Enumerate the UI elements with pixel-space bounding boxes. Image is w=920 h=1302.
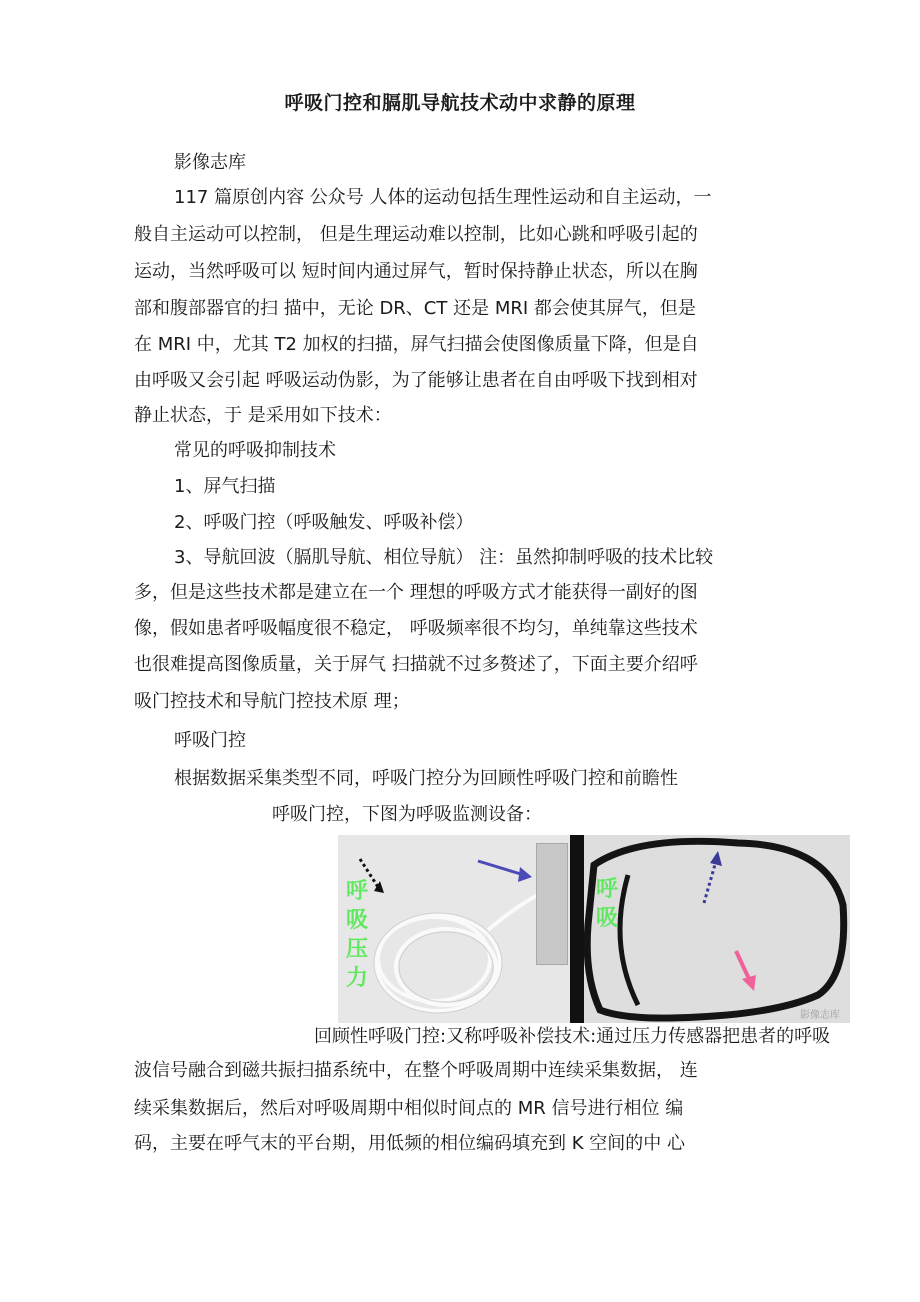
section-heading: 呼吸门控 bbox=[174, 730, 246, 751]
breath-label: 呼吸 bbox=[596, 877, 619, 931]
paragraph-line: 续采集数据后，然后对呼吸周期中相似时间点的 MR 信号进行相位 编 bbox=[134, 1098, 684, 1119]
document-title: 呼吸门控和膈肌导航技术动中求静的原理 bbox=[284, 92, 636, 114]
photo-divider bbox=[570, 835, 584, 1023]
paragraph-line: 像，假如患者呼吸幅度很不稳定， 呼吸频率很不均匀，单纯靠这些技术 bbox=[134, 618, 698, 639]
list-item: 1、屏气扫描 bbox=[174, 476, 276, 497]
paragraph-line: 部和腹部器官的扫 描中，无论 DR、CT 还是 MRI 都会使其屏气，但是 bbox=[134, 298, 696, 319]
paragraph-line: 码，主要在呼气末的平台期，用低频的相位编码填充到 K 空间的中 心 bbox=[134, 1133, 685, 1154]
sensor-panel bbox=[536, 843, 568, 965]
paragraph-line: 般自主运动可以控制， 但是生理运动难以控制，比如心跳和呼吸引起的 bbox=[134, 224, 698, 245]
list-item: 2、呼吸门控（呼吸触发、呼吸补偿） bbox=[174, 512, 474, 533]
list-item: 3、导航回波（膈肌导航、相位导航） 注：虽然抑制呼吸的技术比较 bbox=[174, 547, 714, 568]
paragraph-line: 静止状态，于 是采用如下技术： bbox=[134, 405, 392, 426]
watermark: 影像志库 bbox=[800, 1010, 840, 1021]
section-heading: 常见的呼吸抑制技术 bbox=[174, 440, 336, 461]
source-line: 影像志库 bbox=[174, 152, 246, 173]
paragraph-line: 回顾性呼吸门控:又称呼吸补偿技术:通过压力传感器把患者的呼吸 bbox=[314, 1026, 831, 1047]
paragraph-line: 多，但是这些技术都是建立在一个 理想的呼吸方式才能获得一副好的图 bbox=[134, 582, 698, 603]
paragraph-line: 117 篇原创内容 公众号 人体的运动包括生理性运动和自主运动，一 bbox=[174, 187, 712, 208]
pressure-label: 呼吸压力 bbox=[346, 879, 369, 991]
figure-caption: 呼吸门控，下图为呼吸监测设备： bbox=[272, 804, 542, 825]
paragraph-line: 由呼吸又会引起 呼吸运动伪影，为了能够让患者在自由呼吸下找到相对 bbox=[134, 370, 698, 391]
paragraph-line: 根据数据采集类型不同，呼吸门控分为回顾性呼吸门控和前瞻性 bbox=[174, 768, 678, 789]
device-illustration bbox=[338, 835, 850, 1023]
paragraph-line: 吸门控技术和导航门控技术原 理； bbox=[134, 691, 410, 712]
paragraph-line: 在 MRI 中，尤其 T2 加权的扫描，屏气扫描会使图像质量下降，但是自 bbox=[134, 334, 699, 355]
respiratory-device-photo bbox=[338, 835, 850, 1023]
paragraph-line: 波信号融合到磁共振扫描系统中，在整个呼吸周期中连续采集数据， 连 bbox=[134, 1060, 698, 1081]
paragraph-line: 运动，当然呼吸可以 短时间内通过屏气，暂时保持静止状态，所以在胸 bbox=[134, 261, 698, 282]
paragraph-line: 也很难提高图像质量，关于屏气 扫描就不过多赘述了，下面主要介绍呼 bbox=[134, 654, 698, 675]
